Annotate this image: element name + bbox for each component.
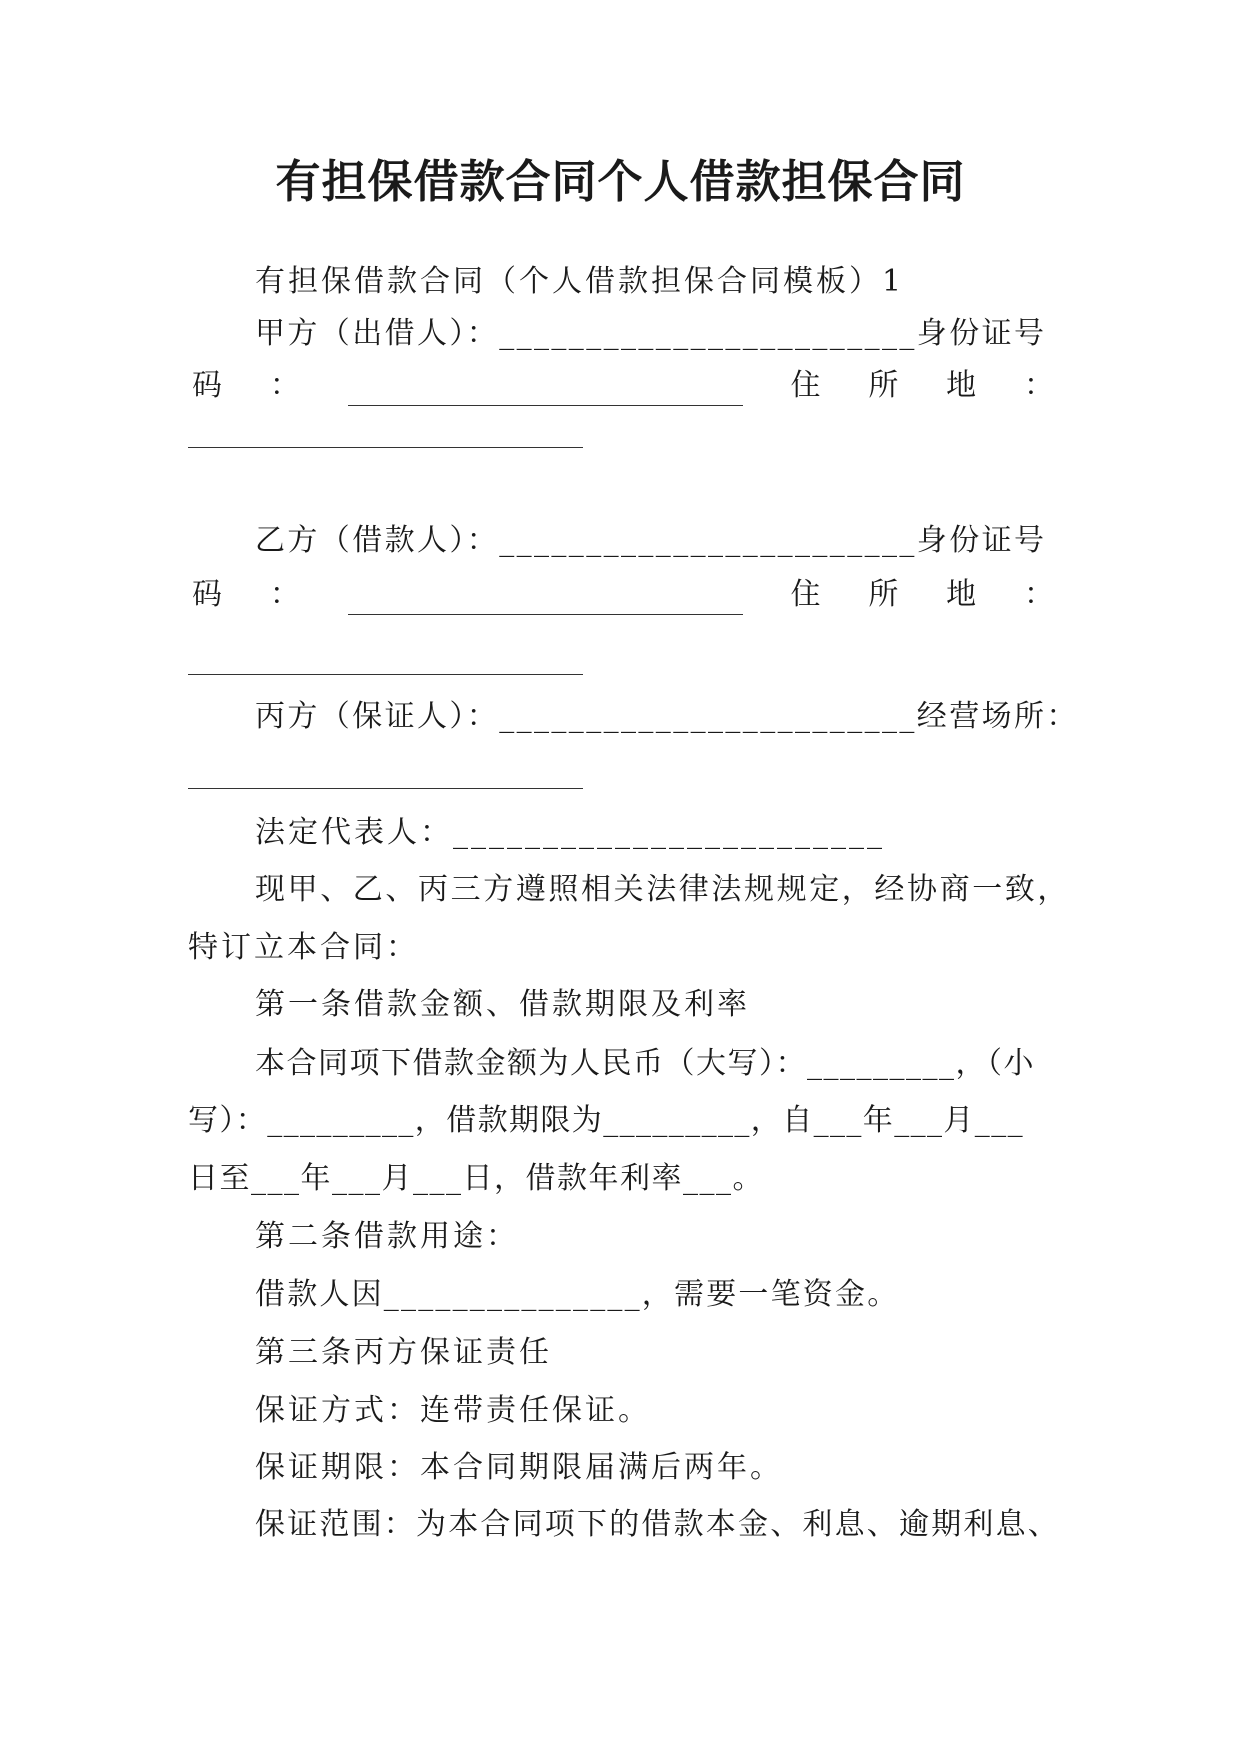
address-char-1: 住 — [790, 577, 821, 612]
address-char-2: 所 — [868, 577, 899, 612]
subtitle-line: 有担保借款合同（个人借款担保合同模板）1 — [255, 264, 905, 299]
party-a-address-blank — [188, 447, 583, 448]
address-char-1: 住 — [790, 368, 821, 403]
preamble-line-2: 特订立本合同： — [188, 930, 419, 965]
document-title: 有担保借款合同个人借款担保合同 — [275, 155, 966, 208]
article-3-line-3: 保证范围：为本合同项下的借款本金、利息、逾期利息、 — [255, 1507, 1060, 1542]
article-3-title: 第三条丙方保证责任 — [255, 1335, 552, 1370]
article-1-title: 第一条借款金额、借款期限及利率 — [255, 987, 750, 1022]
address-char-3: 地 — [946, 368, 977, 403]
colon: ： — [269, 368, 300, 403]
address-char-3: 地 — [946, 577, 977, 612]
article-3-line-2: 保证期限：本合同期限届满后两年。 — [255, 1450, 783, 1485]
party-c-business-place-blank — [188, 788, 583, 789]
article-1-line-3: 日至___年___月___日，借款年利率___。 — [188, 1161, 764, 1196]
legal-representative-line: 法定代表人：________________________ — [255, 815, 885, 850]
party-a-line: 甲方（出借人）：________________________身份证号 — [255, 316, 1047, 351]
article-2-title: 第二条借款用途： — [255, 1219, 519, 1254]
preamble-line-1: 现甲、乙、丙三方遵照相关法律法规规定，经协商一致， — [255, 872, 1070, 907]
article-2-line-1: 借款人因_______________，需要一笔资金。 — [255, 1277, 900, 1312]
colon: ： — [269, 577, 300, 612]
party-b-line: 乙方（借款人）：________________________身份证号 — [255, 523, 1047, 558]
address-char-2: 所 — [868, 368, 899, 403]
article-1-line-1: 本合同项下借款金额为人民币（大写）：_________，（小 — [255, 1046, 1035, 1081]
id-number-blank — [348, 588, 743, 615]
id-label-cont: 码 — [192, 368, 222, 403]
party-a-id-address-line — [192, 366, 1054, 406]
party-b-address-blank — [188, 674, 583, 675]
party-c-line: 丙方（保证人）：________________________经营场所： — [255, 699, 1079, 734]
article-1-line-2: 写）：_________，借款期限为_________，自___年___月___ — [188, 1103, 1024, 1138]
colon: ： — [1023, 368, 1054, 403]
party-b-id-address-line — [192, 575, 1054, 615]
article-3-line-1: 保证方式：连带责任保证。 — [255, 1393, 651, 1428]
id-label-cont: 码 — [192, 577, 222, 612]
colon: ： — [1023, 577, 1054, 612]
id-number-blank — [348, 379, 743, 406]
